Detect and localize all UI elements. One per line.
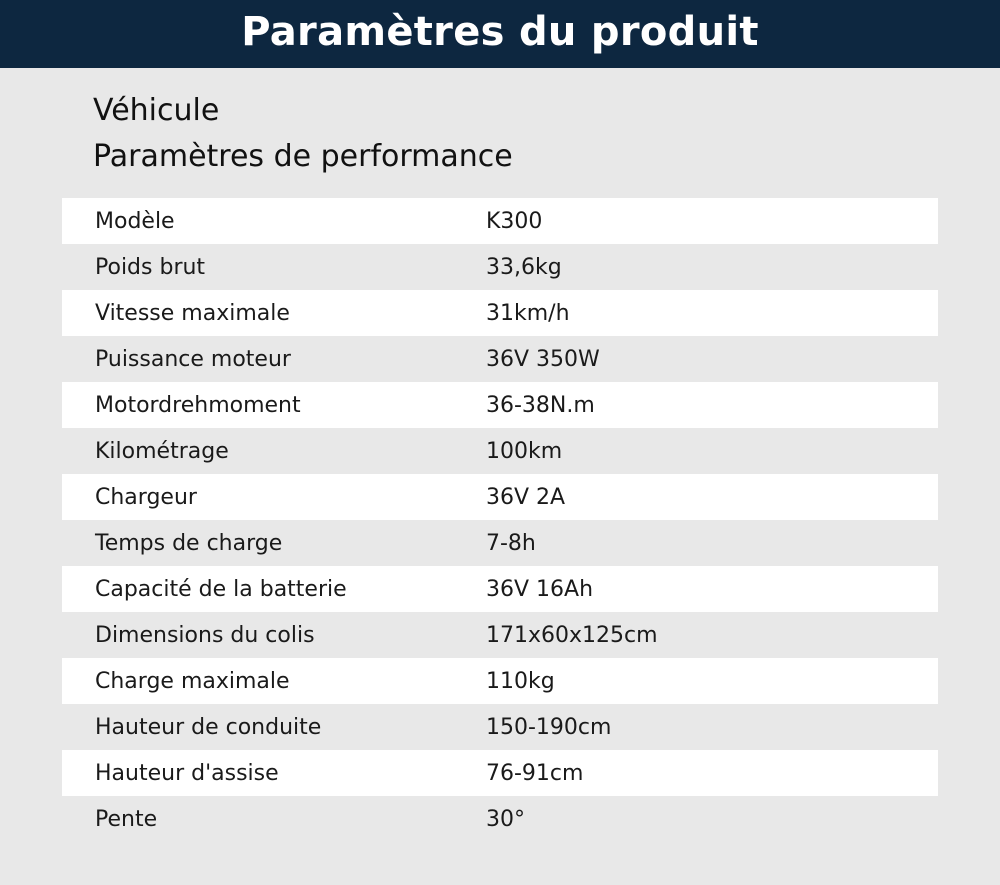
spec-value: 36V 350W	[486, 346, 600, 372]
spec-label: Vitesse maximale	[95, 300, 290, 326]
table-row	[62, 428, 938, 474]
table-row	[62, 244, 938, 290]
table-row	[62, 382, 938, 428]
table-row	[62, 290, 938, 336]
table-row	[62, 520, 938, 566]
spec-label: Charge maximale	[95, 668, 290, 694]
table-row	[62, 612, 938, 658]
spec-value: 36V 2A	[486, 484, 566, 510]
spec-label: Modèle	[95, 208, 175, 234]
spec-label: Chargeur	[95, 484, 197, 510]
table-row	[62, 566, 938, 612]
spec-value: 100km	[486, 438, 563, 464]
spec-value: 30°	[486, 806, 525, 832]
spec-label: Pente	[95, 806, 158, 832]
spec-label: Hauteur de conduite	[95, 714, 322, 740]
section-heading	[93, 88, 513, 180]
spec-label: Kilométrage	[95, 438, 229, 464]
spec-label: Poids brut	[95, 254, 206, 280]
page-title: Paramètres du produit	[241, 9, 759, 55]
spec-label: Dimensions du colis	[95, 622, 315, 648]
table-row	[62, 198, 938, 244]
section-heading-line-1: Véhicule	[93, 93, 220, 128]
table-row	[62, 796, 938, 842]
spec-value: 76-91cm	[486, 760, 584, 786]
table-row	[62, 704, 938, 750]
spec-label: Puissance moteur	[95, 346, 291, 372]
spec-value: 31km/h	[486, 300, 570, 326]
spec-value: 110kg	[486, 668, 555, 694]
spec-value: 36V 16Ah	[486, 576, 594, 602]
spec-value: 36-38N.m	[486, 392, 595, 418]
section-heading-line-2: Paramètres de performance	[93, 139, 513, 174]
spec-table	[62, 198, 938, 842]
spec-value: K300	[486, 208, 543, 234]
spec-value: 33,6kg	[486, 254, 562, 280]
table-row	[62, 474, 938, 520]
table-row	[62, 750, 938, 796]
spec-value: 7-8h	[486, 530, 536, 556]
header-banner	[0, 0, 1000, 68]
spec-label: Capacité de la batterie	[95, 576, 347, 602]
spec-label: Hauteur d'assise	[95, 760, 279, 786]
spec-label: Motordrehmoment	[95, 392, 301, 418]
table-row	[62, 658, 938, 704]
spec-value: 150-190cm	[486, 714, 612, 740]
table-row	[62, 336, 938, 382]
spec-value: 171x60x125cm	[486, 622, 658, 648]
spec-label: Temps de charge	[95, 530, 283, 556]
